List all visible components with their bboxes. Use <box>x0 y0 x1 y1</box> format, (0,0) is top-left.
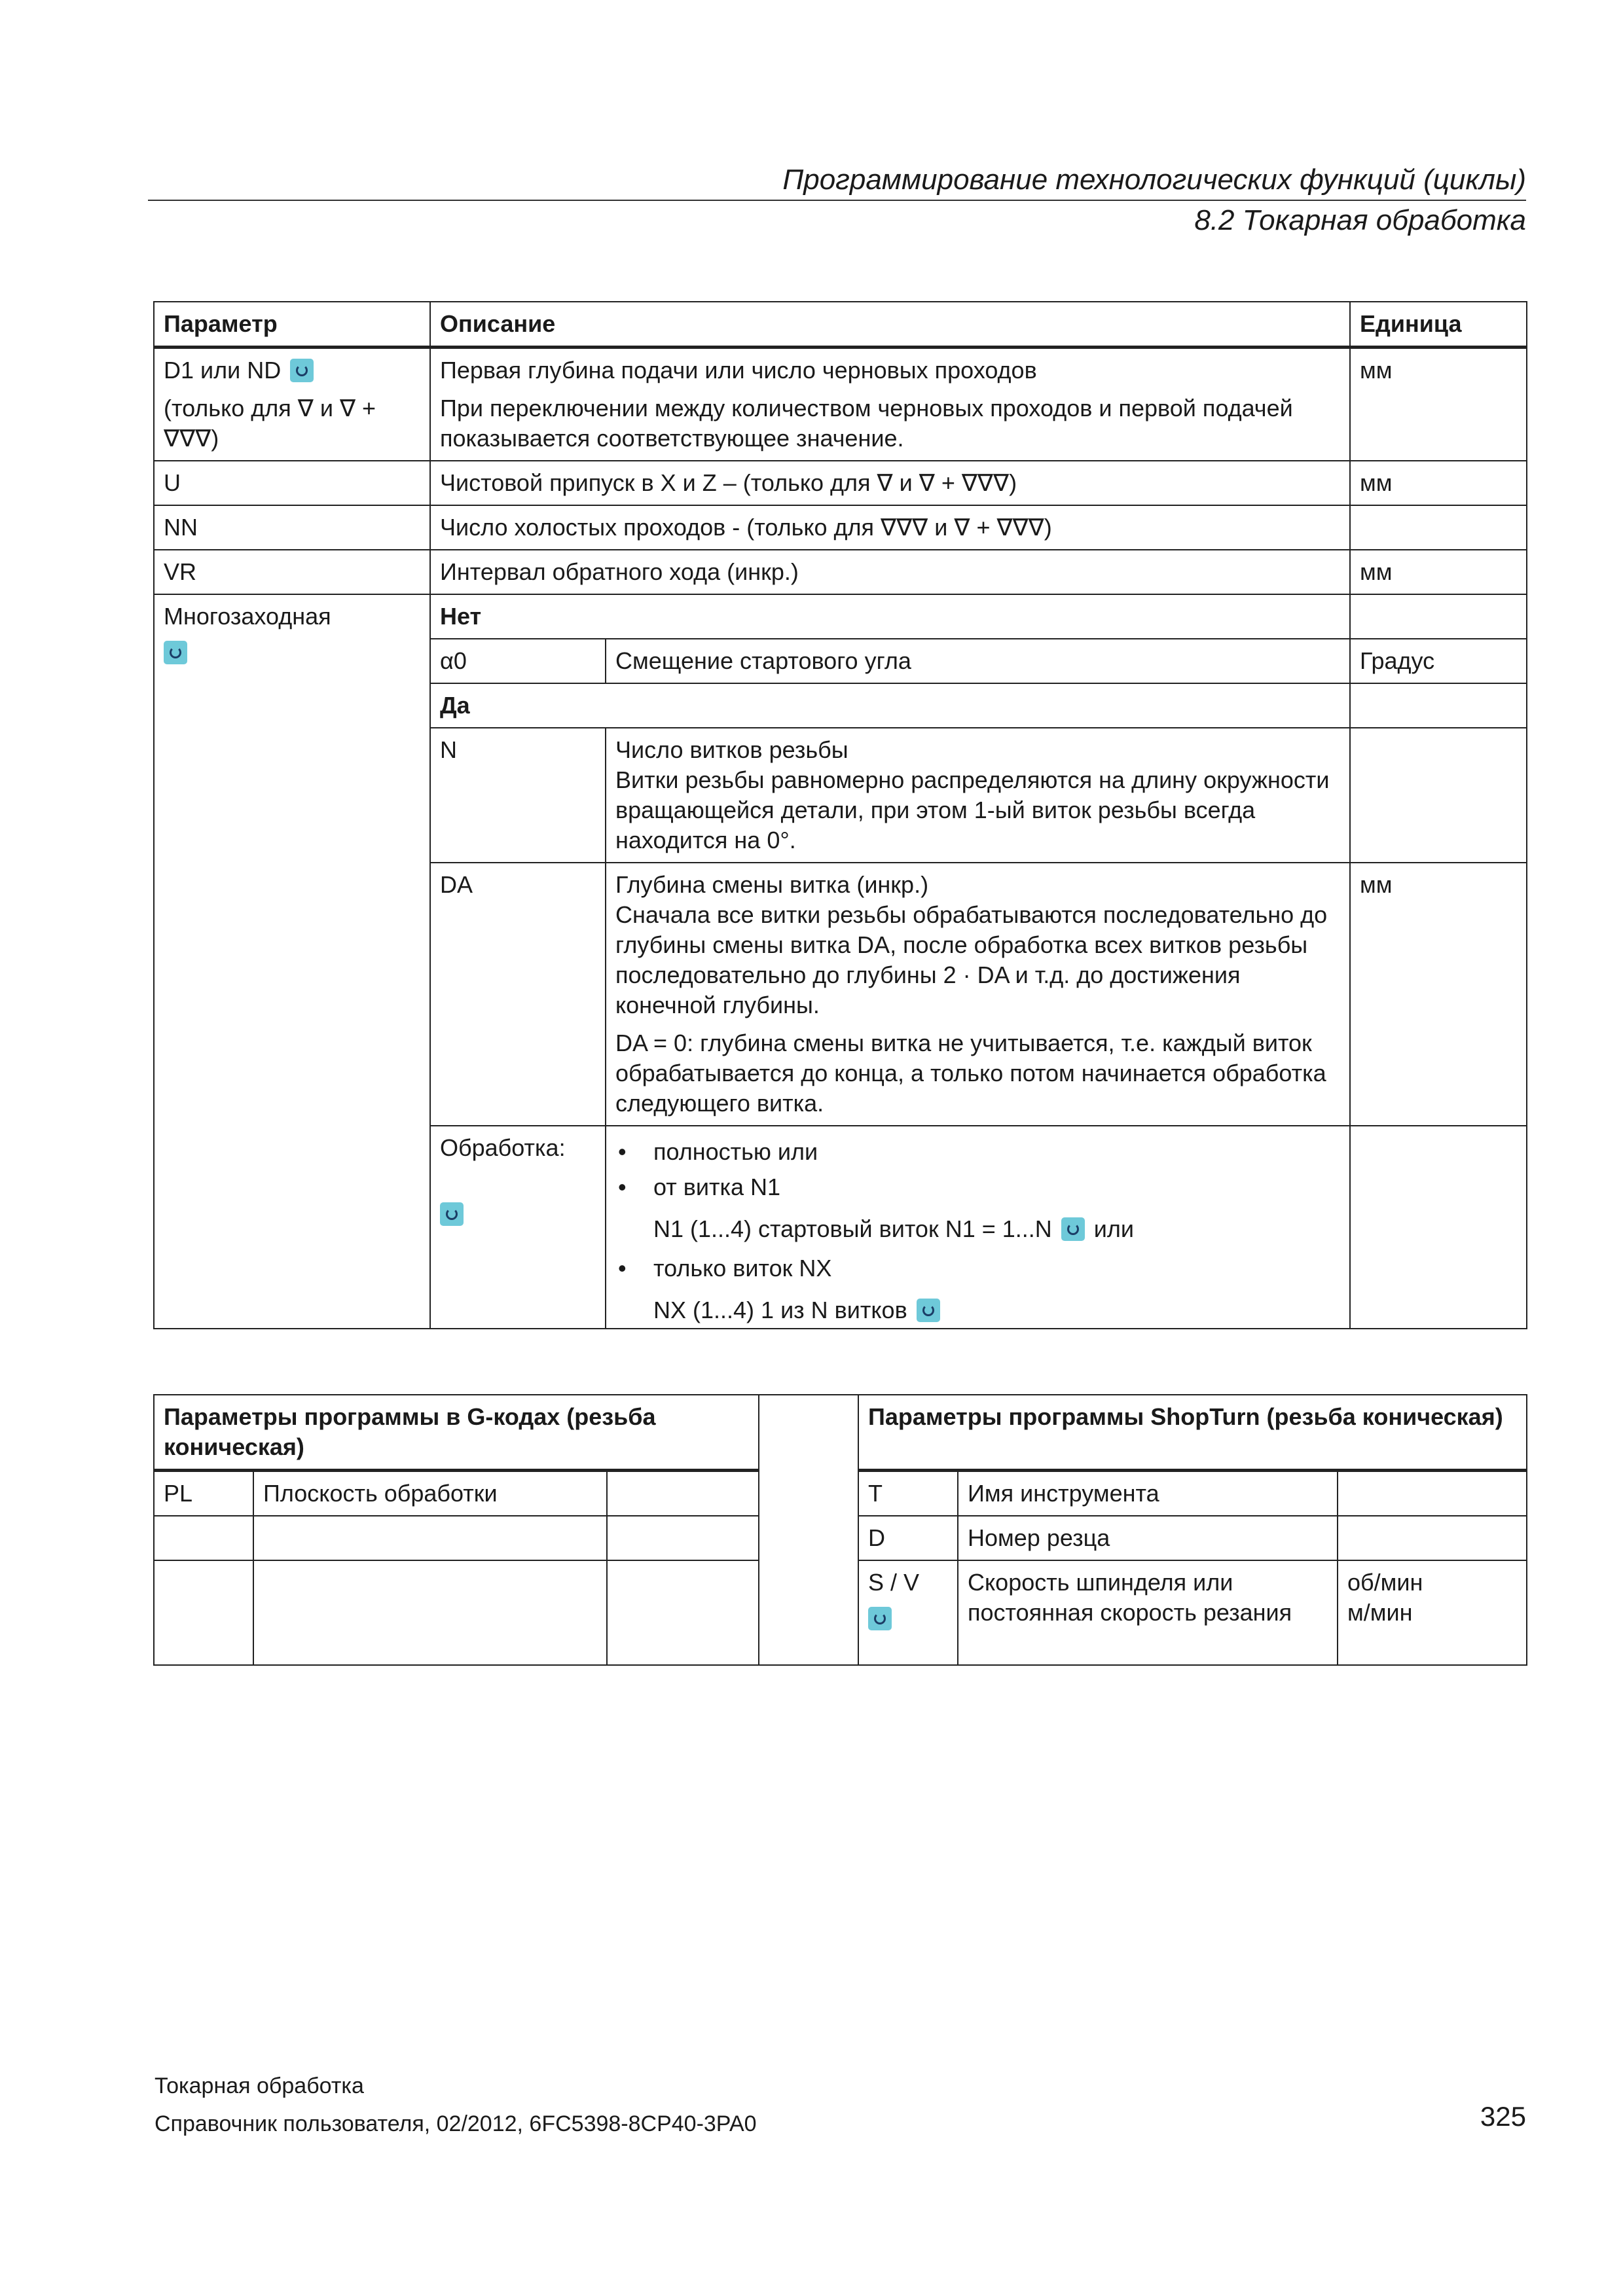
desc-cell <box>606 863 1350 1126</box>
unit-text: об/мин <box>1347 1569 1423 1596</box>
unit-cell <box>1350 728 1527 863</box>
desc-text: Первая глубина подачи или число черновых проходов <box>440 357 1037 384</box>
desc-cell: Имя инструмента <box>958 1471 1338 1516</box>
param-name: Многозаходная <box>164 603 331 630</box>
param-cell: NN <box>154 505 430 550</box>
toggle-cycle-icon <box>164 641 187 664</box>
program-params-table <box>153 1394 1527 1666</box>
desc-text: Глубина смены витка (инкр.) <box>615 871 929 898</box>
desc-cell <box>606 728 1350 863</box>
table-header-row <box>154 1395 1527 1471</box>
col-header-param: Параметр <box>154 302 430 348</box>
unit-cell <box>1338 1560 1527 1665</box>
param-name: D1 или ND <box>164 357 282 384</box>
desc-cell: Скорость шпинделя или постоянная скорость резания <box>958 1560 1338 1665</box>
param-cell <box>858 1560 958 1665</box>
subparam-cell: DA <box>430 863 606 1126</box>
subparam-cell: α0 <box>430 639 606 683</box>
subparam-cell <box>430 1126 606 1329</box>
section-title: 8.2 Токарная обработка <box>1194 204 1526 236</box>
unit-cell: Градус <box>1350 639 1527 683</box>
footer-title: Токарная обработка <box>155 2073 364 2098</box>
sub-option-label: NX (1...4) 1 из N витков <box>653 1297 907 1323</box>
toggle-cycle-icon <box>868 1607 892 1630</box>
sub-option-label: N1 (1...4) стартовый виток N1 = 1...N <box>653 1215 1052 1242</box>
subparam-cell: N <box>430 728 606 863</box>
unit-cell: мм <box>1350 461 1527 505</box>
desc-cell <box>606 1126 1350 1329</box>
param-cell: PL <box>154 1471 253 1516</box>
shopturn-params-header: Параметры программы ShopTurn (резьба коническая) <box>858 1395 1527 1471</box>
desc-cell: Интервал обратного хода (инкр.) <box>430 550 1350 594</box>
desc-text: DA = 0: глубина смены витка не учитывается, т.е. каждый виток обрабатывается до конца, а только потом начинается обработка следующего витка. <box>615 1030 1326 1117</box>
unit-cell <box>607 1560 759 1665</box>
processing-options-list <box>615 1253 1340 1283</box>
toggle-cycle-icon <box>440 1202 464 1226</box>
param-cell: T <box>858 1471 958 1516</box>
desc-cell <box>253 1516 607 1560</box>
unit-cell: мм <box>1350 863 1527 1126</box>
table-row <box>154 461 1527 505</box>
unit-text: м/мин <box>1347 1599 1413 1626</box>
table-row <box>154 550 1527 594</box>
sub-option-text <box>615 1214 1340 1244</box>
table-header-row <box>154 302 1527 348</box>
desc-text: Число витков резьбы <box>615 736 848 763</box>
param-note: (только для ∇ и ∇ + ∇∇∇) <box>164 395 376 452</box>
param-cell <box>154 594 430 1329</box>
param-cell: U <box>154 461 430 505</box>
spacer-cell <box>759 1395 858 1665</box>
unit-cell <box>1350 1126 1527 1329</box>
desc-text: Витки резьбы равномерно распределяются на длину окружности вращающейся детали, при этом 1-ый виток резьбы всегда находится на 0°. <box>615 766 1330 853</box>
desc-cell: Смещение стартового угла <box>606 639 1350 683</box>
unit-cell <box>607 1516 759 1560</box>
parameter-table <box>153 301 1527 1329</box>
page-number: 325 <box>1480 2101 1526 2132</box>
desc-cell: Плоскость обработки <box>253 1471 607 1516</box>
chapter-title: Программирование технологических функций (циклы) <box>782 164 1526 196</box>
param-cell <box>154 1560 253 1665</box>
toggle-cycle-icon <box>290 359 314 382</box>
param-cell: VR <box>154 550 430 594</box>
desc-cell: Номер резца <box>958 1516 1338 1560</box>
header-rule <box>148 200 1526 201</box>
unit-cell: мм <box>1350 348 1527 461</box>
list-item: • от витка N1 <box>615 1172 1340 1202</box>
unit-cell: мм <box>1350 550 1527 594</box>
unit-cell <box>1350 594 1527 639</box>
list-item: • полностью или <box>615 1137 1340 1167</box>
gcode-params-header: Параметры программы в G-кодах (резьба коническая) <box>154 1395 759 1471</box>
processing-options-list <box>615 1137 1340 1202</box>
col-header-unit: Единица <box>1350 302 1527 348</box>
unit-cell <box>607 1471 759 1516</box>
desc-text: При переключении между количеством черновых проходов и первой подачей показывается соответствующее значение. <box>440 395 1293 452</box>
sub-option-text <box>615 1295 1340 1325</box>
unit-cell <box>1350 505 1527 550</box>
param-cell <box>154 348 430 461</box>
param-cell <box>154 1516 253 1560</box>
col-header-desc: Описание <box>430 302 1350 348</box>
table-row <box>154 348 1527 461</box>
toggle-cycle-icon <box>1061 1217 1085 1241</box>
desc-cell <box>253 1560 607 1665</box>
sub-option-tail: или <box>1093 1215 1135 1242</box>
footer-manual-info: Справочник пользователя, 02/2012, 6FC5398-8CP40-3PA0 <box>155 2111 757 2136</box>
option-label-no: Нет <box>430 594 1350 639</box>
param-cell: D <box>858 1516 958 1560</box>
unit-cell <box>1338 1516 1527 1560</box>
unit-cell <box>1350 683 1527 728</box>
table-row <box>154 594 1527 639</box>
desc-cell <box>430 348 1350 461</box>
subparam-name: Обработка: <box>440 1134 566 1161</box>
desc-cell: Число холостых проходов - (только для ∇∇∇ и ∇ + ∇∇∇) <box>430 505 1350 550</box>
list-item: • только виток NX <box>615 1253 1340 1283</box>
desc-cell: Чистовой припуск в X и Z – (только для ∇ и ∇ + ∇∇∇) <box>430 461 1350 505</box>
toggle-cycle-icon <box>917 1299 940 1322</box>
table-row <box>154 505 1527 550</box>
param-name: S / V <box>868 1569 920 1596</box>
desc-text: Сначала все витки резьбы обрабатываются последовательно до глубины смены витка DA, после обработка всех витков резьбы последовательно до глубины 2 · DA и т.д. до достижения конечной глубины. <box>615 901 1328 1018</box>
unit-cell <box>1338 1471 1527 1516</box>
option-label-yes: Да <box>430 683 1350 728</box>
